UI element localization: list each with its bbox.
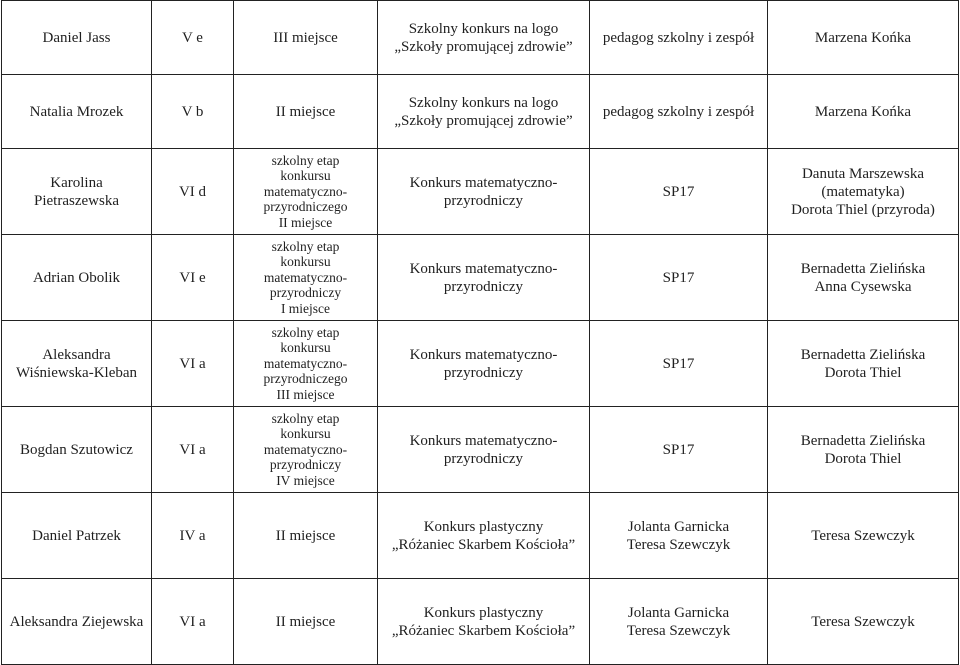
- teacher-cell: Teresa Szewczyk: [768, 493, 959, 579]
- class-cell: VI a: [152, 579, 234, 665]
- place-cell: szkolny etap konkursu matematyczno- przyrodniczego III miejsce: [234, 321, 378, 407]
- place-cell: II miejsce: [234, 75, 378, 149]
- competition-cell: Konkurs plastyczny „Różaniec Skarbem Kościoła”: [378, 493, 590, 579]
- organizer-cell: Jolanta Garnicka Teresa Szewczyk: [590, 579, 768, 665]
- table-row: [2, 493, 959, 579]
- table-row: [2, 1, 959, 75]
- competition-cell: Szkolny konkurs na logo „Szkoły promującej zdrowie”: [378, 1, 590, 75]
- place-cell: II miejsce: [234, 579, 378, 665]
- organizer-cell: Jolanta Garnicka Teresa Szewczyk: [590, 493, 768, 579]
- table-row: [2, 75, 959, 149]
- table-row: [2, 321, 959, 407]
- place-cell: III miejsce: [234, 1, 378, 75]
- competition-cell: Konkurs matematyczno- przyrodniczy: [378, 407, 590, 493]
- class-cell: IV a: [152, 493, 234, 579]
- class-cell: V b: [152, 75, 234, 149]
- competition-cell: Szkolny konkurs na logo „Szkoły promującej zdrowie”: [378, 75, 590, 149]
- class-cell: VI e: [152, 235, 234, 321]
- class-cell: VI a: [152, 321, 234, 407]
- student-name-cell: Aleksandra Wiśniewska-Kleban: [2, 321, 152, 407]
- organizer-cell: pedagog szkolny i zespół: [590, 75, 768, 149]
- class-cell: V e: [152, 1, 234, 75]
- organizer-cell: SP17: [590, 235, 768, 321]
- teacher-cell: Marzena Końka: [768, 75, 959, 149]
- table-row: [2, 235, 959, 321]
- teacher-cell: Bernadetta Zielińska Anna Cysewska: [768, 235, 959, 321]
- class-cell: VI a: [152, 407, 234, 493]
- student-name-cell: Daniel Jass: [2, 1, 152, 75]
- place-cell: szkolny etap konkursu matematyczno- przyrodniczy I miejsce: [234, 235, 378, 321]
- results-table: [1, 0, 959, 665]
- student-name-cell: Aleksandra Ziejewska: [2, 579, 152, 665]
- table-row: [2, 407, 959, 493]
- organizer-cell: SP17: [590, 149, 768, 235]
- competition-cell: Konkurs matematyczno- przyrodniczy: [378, 235, 590, 321]
- place-cell: szkolny etap konkursu matematyczno- przyrodniczego II miejsce: [234, 149, 378, 235]
- organizer-cell: pedagog szkolny i zespół: [590, 1, 768, 75]
- competition-cell: Konkurs plastyczny „Różaniec Skarbem Kościoła”: [378, 579, 590, 665]
- teacher-cell: Teresa Szewczyk: [768, 579, 959, 665]
- place-cell: II miejsce: [234, 493, 378, 579]
- teacher-cell: Danuta Marszewska (matematyka) Dorota Thiel (przyroda): [768, 149, 959, 235]
- table-row: [2, 579, 959, 665]
- student-name-cell: Karolina Pietraszewska: [2, 149, 152, 235]
- place-cell: szkolny etap konkursu matematyczno- przyrodniczy IV miejsce: [234, 407, 378, 493]
- competition-cell: Konkurs matematyczno- przyrodniczy: [378, 321, 590, 407]
- table-row: [2, 149, 959, 235]
- teacher-cell: Bernadetta Zielińska Dorota Thiel: [768, 321, 959, 407]
- teacher-cell: Marzena Końka: [768, 1, 959, 75]
- organizer-cell: SP17: [590, 321, 768, 407]
- organizer-cell: SP17: [590, 407, 768, 493]
- competition-cell: Konkurs matematyczno- przyrodniczy: [378, 149, 590, 235]
- student-name-cell: Daniel Patrzek: [2, 493, 152, 579]
- student-name-cell: Adrian Obolik: [2, 235, 152, 321]
- student-name-cell: Natalia Mrozek: [2, 75, 152, 149]
- teacher-cell: Bernadetta Zielińska Dorota Thiel: [768, 407, 959, 493]
- class-cell: VI d: [152, 149, 234, 235]
- student-name-cell: Bogdan Szutowicz: [2, 407, 152, 493]
